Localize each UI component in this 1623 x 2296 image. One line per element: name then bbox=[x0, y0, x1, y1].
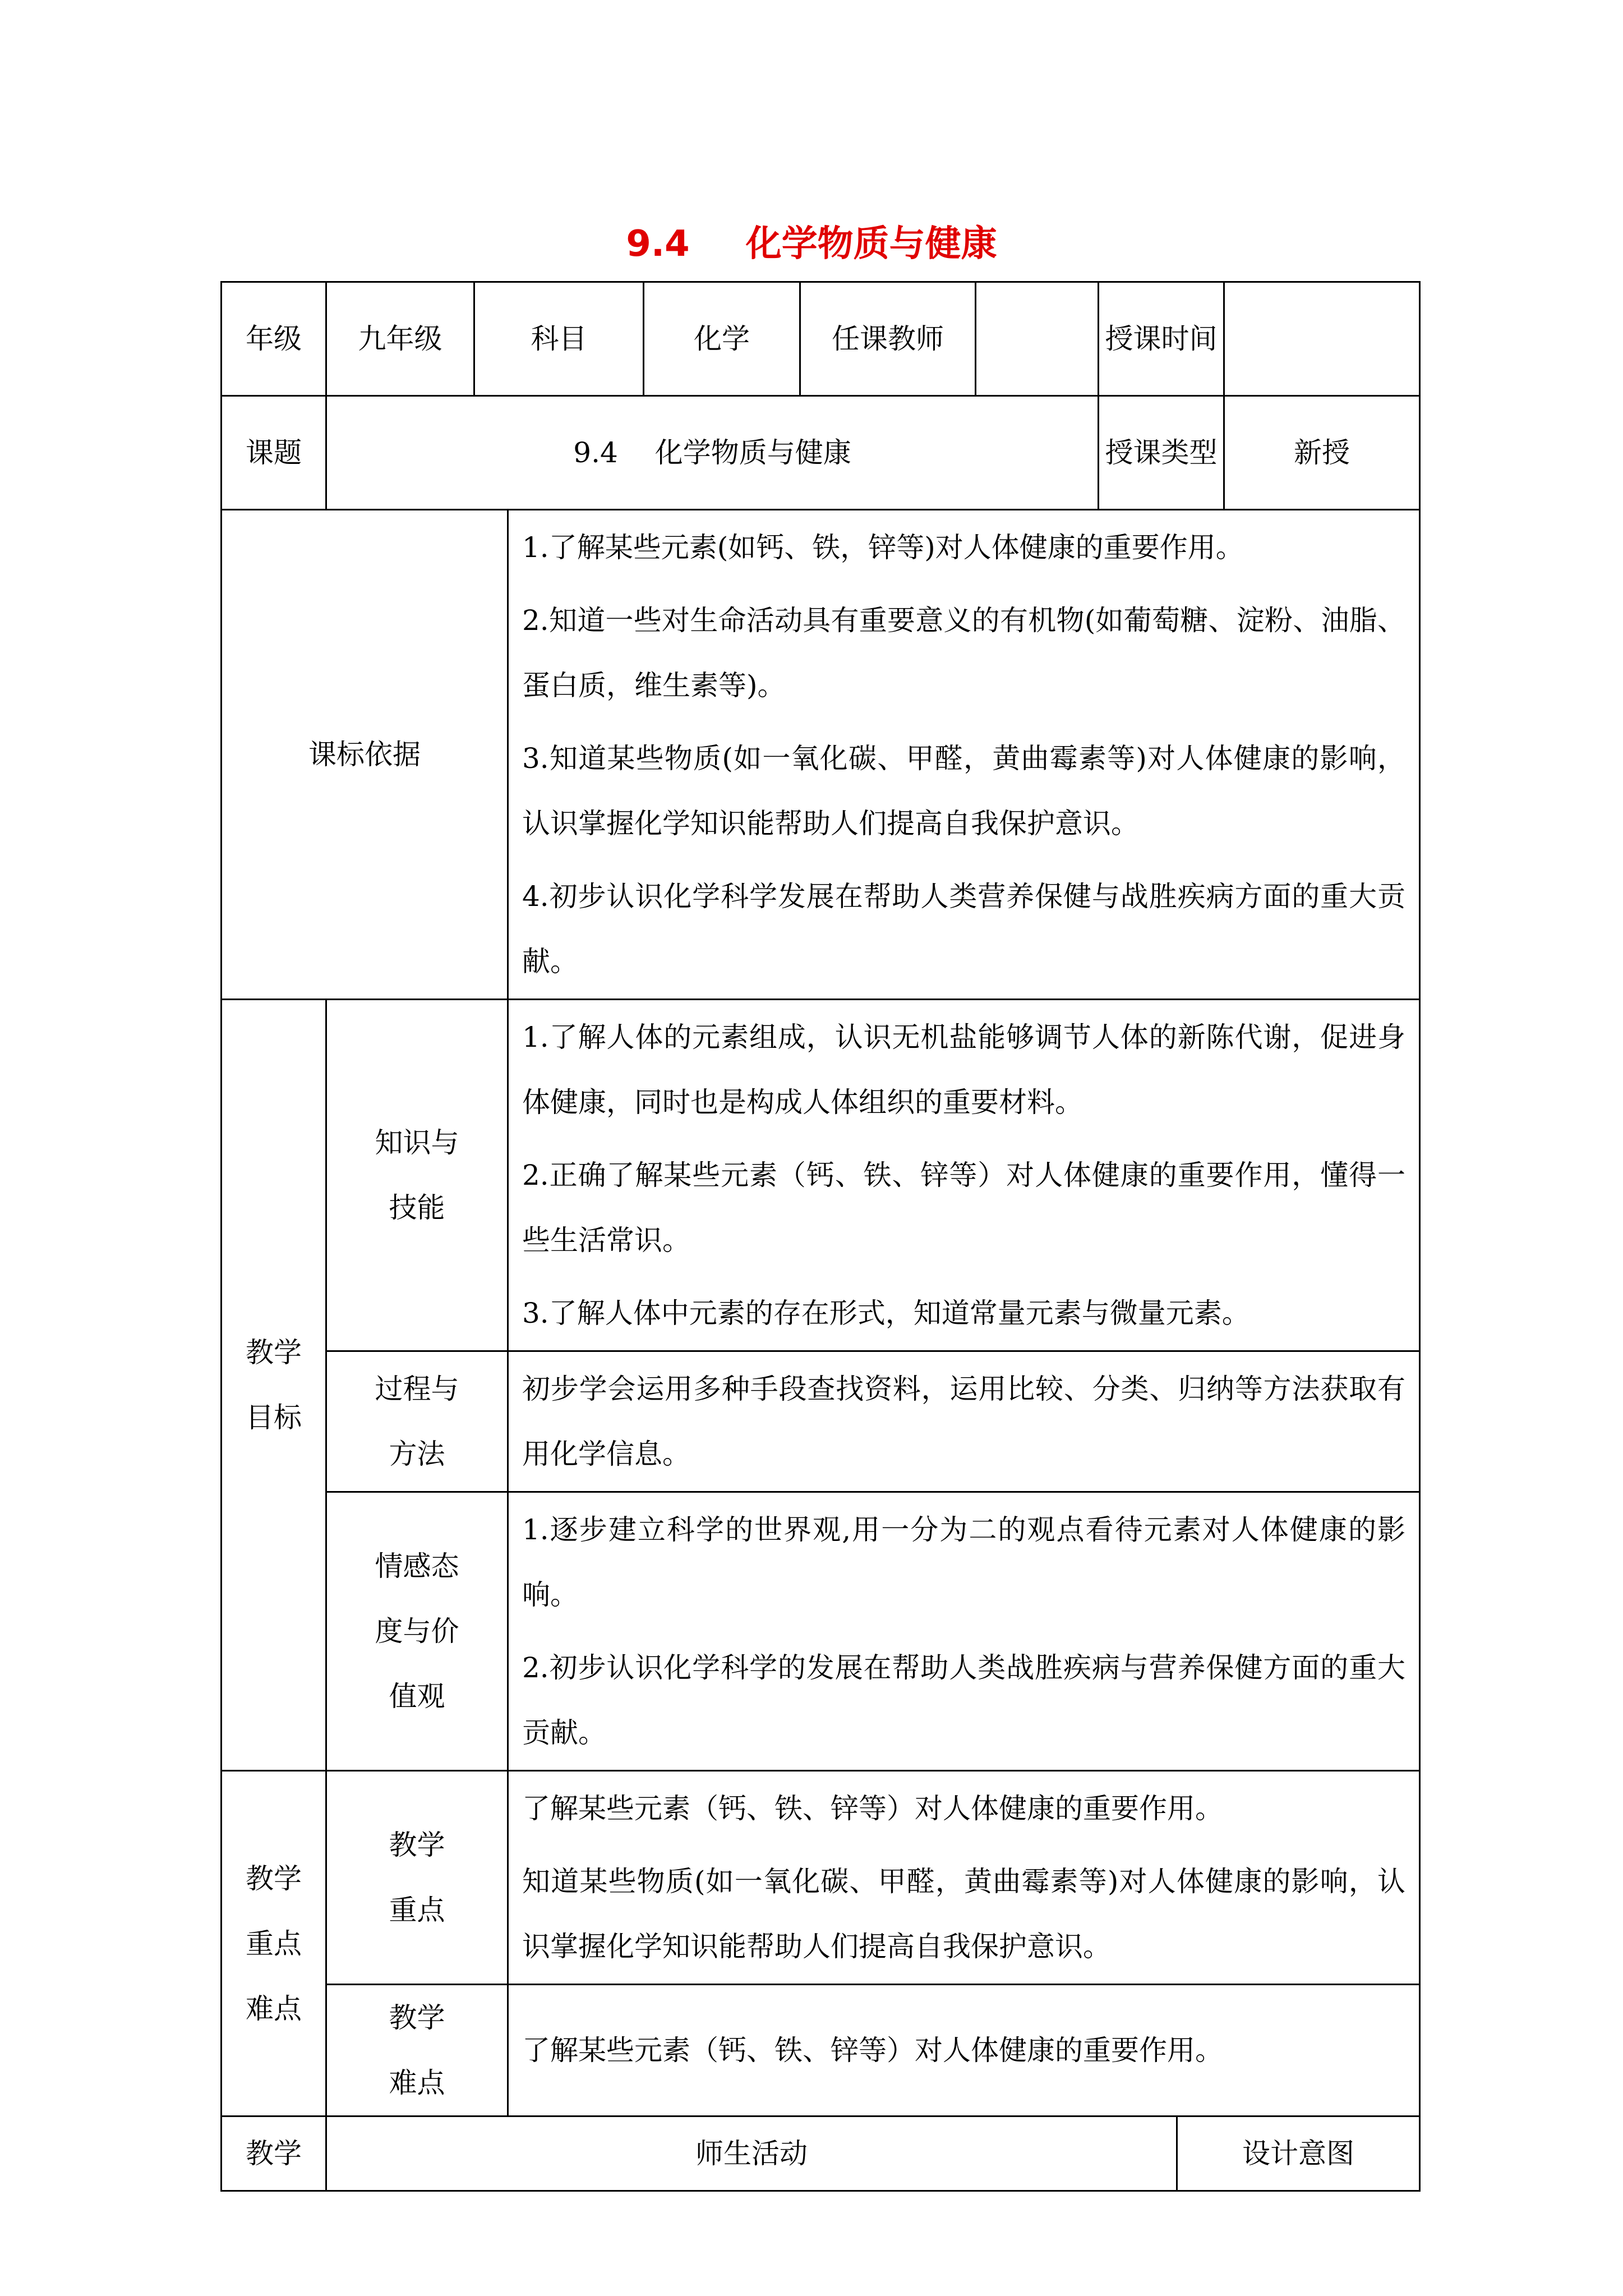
standards-item: 4.初步认识化学科学发展在帮助人类营养保健与战胜疾病方面的重大贡献。 bbox=[522, 880, 1405, 978]
knowledge-item: 2.正确了解某些元素（钙、铁、锌等）对人体健康的重要作用，懂得一些生活常识。 bbox=[522, 1159, 1405, 1257]
title-number: 9.4 bbox=[626, 223, 690, 265]
focus-label: 教学 重点 难点 bbox=[222, 1771, 326, 2116]
header-row bbox=[222, 282, 1420, 396]
subject-label: 科目 bbox=[474, 282, 644, 396]
objectives-knowledge-row bbox=[222, 1000, 1420, 1351]
intent-header: 设计意图 bbox=[1177, 2116, 1420, 2191]
time-value bbox=[1224, 282, 1420, 396]
subject-value: 化学 bbox=[644, 282, 800, 396]
grade-value: 九年级 bbox=[326, 282, 474, 396]
footer-row bbox=[222, 2116, 1420, 2191]
type-value: 新授 bbox=[1224, 396, 1420, 510]
standards-item: 2.知道一些对生命活动具有重要意义的有机物(如葡萄糖、淀粉、油脂、蛋白质，维生素等)。 bbox=[522, 604, 1405, 702]
difficult-content bbox=[508, 1985, 1420, 2116]
standards-content bbox=[508, 510, 1420, 1000]
process-label: 过程与 方法 bbox=[326, 1351, 508, 1492]
process-content bbox=[508, 1351, 1420, 1492]
emotion-item: 2.初步认识化学科学的发展在帮助人类战胜疾病与营养保健方面的重大贡献。 bbox=[522, 1651, 1405, 1749]
teacher-value bbox=[976, 282, 1099, 396]
difficult-item: 了解某些元素（钙、铁、锌等）对人体健康的重要作用。 bbox=[522, 2034, 1223, 2067]
type-label: 授课类型 bbox=[1099, 396, 1224, 510]
focus-difficult-row bbox=[222, 1985, 1420, 2116]
key-item: 知道某些物质(如一氧化碳、甲醛，黄曲霉素等)对人体健康的影响，认识掌握化学知识能帮助人们提高自我保护意识。 bbox=[522, 1865, 1405, 1963]
focus-key-row bbox=[222, 1771, 1420, 1985]
objectives-label: 教学 目标 bbox=[222, 1000, 326, 1771]
knowledge-content bbox=[508, 1000, 1420, 1351]
process-item: 初步学会运用多种手段查找资料，运用比较、分类、归纳等方法获取有用化学信息。 bbox=[522, 1373, 1405, 1470]
time-label: 授课时间 bbox=[1099, 282, 1224, 396]
title-text: 化学物质与健康 bbox=[745, 223, 997, 265]
objectives-emotion-row bbox=[222, 1492, 1420, 1771]
topic-row bbox=[222, 396, 1420, 510]
standards-item: 3.知道某些物质(如一氧化碳、甲醛，黄曲霉素等)对人体健康的影响，认识掌握化学知识能帮助人们提高自我保护意识。 bbox=[522, 742, 1405, 840]
emotion-content bbox=[508, 1492, 1420, 1771]
activity-header: 师生活动 bbox=[326, 2116, 1177, 2191]
lesson-plan-table bbox=[220, 281, 1421, 2192]
objectives-process-row bbox=[222, 1351, 1420, 1492]
teacher-label: 任课教师 bbox=[800, 282, 976, 396]
grade-label: 年级 bbox=[222, 282, 326, 396]
standards-label: 课标依据 bbox=[222, 510, 508, 1000]
footer-label: 教学 bbox=[222, 2116, 326, 2191]
difficult-label: 教学 难点 bbox=[326, 1985, 508, 2116]
key-label: 教学 重点 bbox=[326, 1771, 508, 1985]
knowledge-label: 知识与 技能 bbox=[326, 1000, 508, 1351]
page-title bbox=[0, 216, 1623, 272]
topic-label: 课题 bbox=[222, 396, 326, 510]
emotion-item: 1.逐步建立科学的世界观,用一分为二的观点看待元素对人体健康的影响。 bbox=[522, 1513, 1405, 1611]
standards-row bbox=[222, 510, 1420, 1000]
topic-value: 9.4 化学物质与健康 bbox=[326, 396, 1099, 510]
knowledge-item: 3.了解人体中元素的存在形式，知道常量元素与微量元素。 bbox=[522, 1297, 1250, 1329]
knowledge-item: 1.了解人体的元素组成，认识无机盐能够调节人体的新陈代谢，促进身体健康，同时也是构成人体组织的重要材料。 bbox=[522, 1021, 1405, 1119]
standards-item: 1.了解某些元素(如钙、铁，锌等)对人体健康的重要作用。 bbox=[522, 531, 1244, 564]
emotion-label: 情感态 度与价 值观 bbox=[326, 1492, 508, 1771]
key-item: 了解某些元素（钙、铁、锌等）对人体健康的重要作用。 bbox=[522, 1792, 1223, 1825]
key-content bbox=[508, 1771, 1420, 1985]
